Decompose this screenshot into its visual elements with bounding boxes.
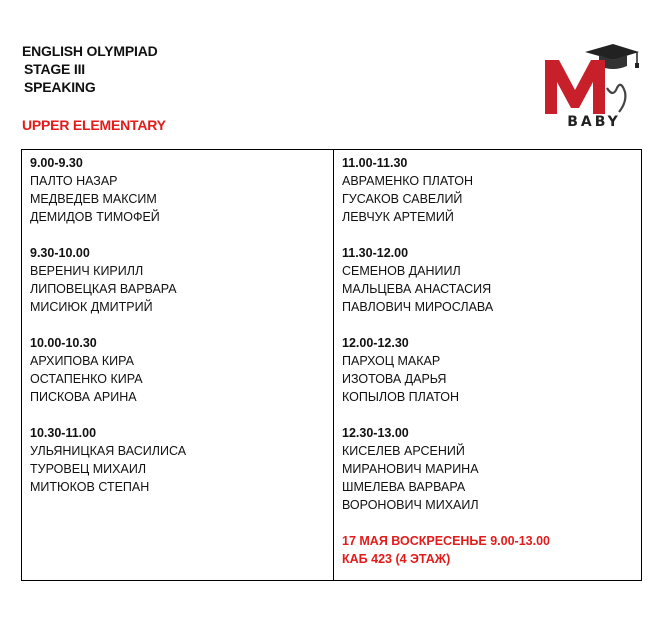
participant: УЛЬЯНИЦКАЯ ВАСИЛИСА [30,444,187,458]
event-date-notice [342,532,633,568]
time-slot [342,334,633,406]
schedule-column-right [334,150,641,580]
participant: ТУРОВЕЦ МИХАИЛ [30,462,147,476]
time-slot [30,334,325,406]
participant: ДЕМИДОВ ТИМОФЕЙ [30,210,160,224]
time-slot [342,424,633,514]
participant: ВОРОНОВИЧ МИХАИЛ [342,498,479,512]
participant: КОПЫЛОВ ПЛАТОН [342,390,460,404]
baby-logo [541,42,647,128]
participant: КИСЕЛЕВ АРСЕНИЙ [342,444,465,458]
participant: ОСТАПЕНКО КИРА [30,372,143,386]
schedule-column-left [22,150,334,580]
document-header [22,42,158,96]
slot-time: 10.00-10.30 [30,336,97,350]
slot-time: 9.30-10.00 [30,246,90,260]
time-slot [342,244,633,316]
time-slot [342,154,633,226]
participant: СЕМЕНОВ ДАНИИЛ [342,264,461,278]
slot-time: 11.00-11.30 [342,156,408,170]
slot-time: 9.00-9.30 [30,156,83,170]
participant: ПАВЛОВИЧ МИРОСЛАВА [342,300,494,314]
participant: МЕДВЕДЕВ МАКСИМ [30,192,157,206]
participant: ПИСКОВА АРИНА [30,390,137,404]
participant: ЛИПОВЕЦКАЯ ВАРВАРА [30,282,177,296]
participant: МИТЮКОВ СТЕПАН [30,480,150,494]
time-slot [30,154,325,226]
event-room: КАБ 423 (4 ЭТАЖ) [342,552,451,566]
participant: ИЗОТОВА ДАРЬЯ [342,372,447,386]
time-slot [30,424,325,496]
slot-time: 10.30-11.00 [30,426,97,440]
logo-text: BABY [567,114,621,128]
participant: МАЛЬЦЕВА АНАСТАСИЯ [342,282,492,296]
participant: ЛЕВЧУК АРТЕМИЙ [342,210,454,224]
cap-top-icon [585,44,639,60]
participant: ПАРХОЦ МАКАР [342,354,441,368]
stage-label: STAGE III [24,61,85,77]
slot-time: 12.30-13.00 [342,426,409,440]
section-label: SPEAKING [24,79,96,95]
participant: ВЕРЕНИЧ КИРИЛЛ [30,264,144,278]
olympiad-title: ENGLISH OLYMPIAD [22,43,158,59]
logo-script-icon [607,85,625,112]
participant: АРХИПОВА КИРА [30,354,134,368]
slot-time: 12.00-12.30 [342,336,409,350]
slot-time: 11.30-12.00 [342,246,409,260]
schedule-table [21,149,642,581]
logo-m-icon [545,60,605,114]
participant: ШМЕЛЕВА ВАРВАРА [342,480,466,494]
participant: АВРАМЕНКО ПЛАТОН [342,174,473,188]
time-slot [30,244,325,316]
event-date: 17 МАЯ ВОСКРЕСЕНЬЕ 9.00-13.00 [342,534,551,548]
participant: МИСИЮК ДМИТРИЙ [30,300,153,314]
participant: МИРАНОВИЧ МАРИНА [342,462,479,476]
level-title: UPPER ELEMENTARY [22,117,166,133]
participant: ГУСАКОВ САВЕЛИЙ [342,192,463,206]
participant: ПАЛТО НАЗАР [30,174,118,188]
